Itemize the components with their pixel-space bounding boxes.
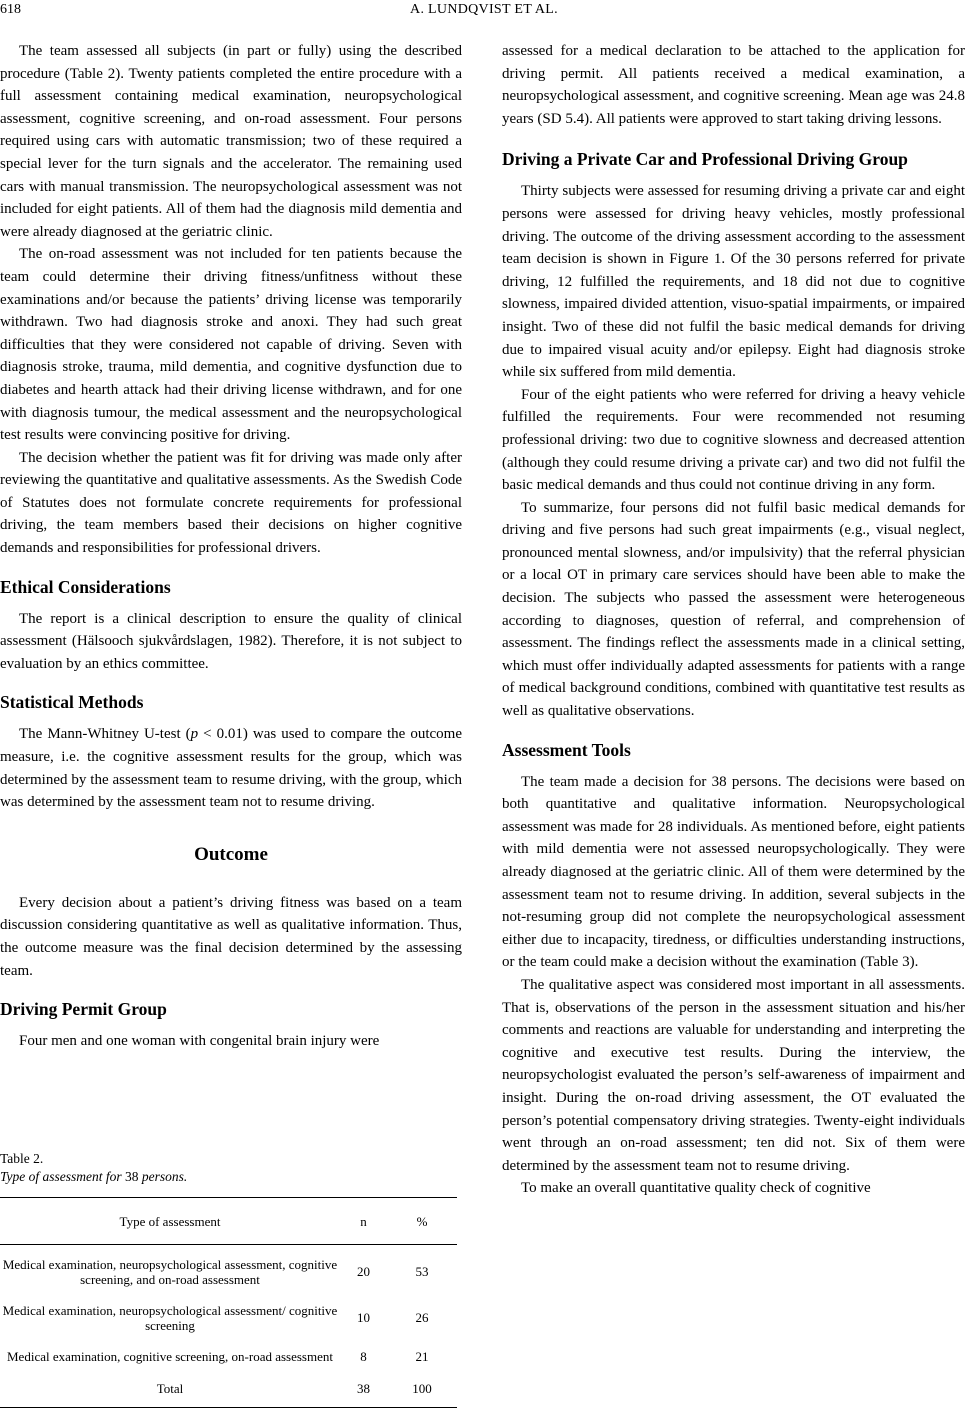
column-header: Type of assessment bbox=[0, 1198, 340, 1245]
section-heading-assessment-tools: Assessment Tools bbox=[502, 739, 631, 760]
body-paragraph: Four of the eight patients who were referred for driving a heavy vehicle fulfilled the requirements. Four were recommended not resuming professional driving: two due to cognitive slowness and decreased attention (although they could resume driving a private car) and two did not fulfil the basic medical demands and thus could not continue driving in any form. bbox=[502, 386, 965, 494]
table-cell: 38 bbox=[340, 1369, 387, 1407]
table-cell: 10 bbox=[357, 1310, 370, 1326]
table-cell: 8 bbox=[360, 1348, 367, 1364]
section-heading-outcome: Outcome bbox=[194, 843, 268, 865]
body-paragraph: The qualitative aspect was considered most important in all assessments. That is, observations of the person in the assessment situation and his/her comments and reactions are valuable for understanding and interpreting the cognitive and executive test results. During the interview, the neuropsychologist evaluated the person’s self-awareness of impairment and insight. During the on-road driving assessment, the OT evaluated the person’s potential compensatory driving strategies. Twenty-eight individuals went through an on-road assessment; ten did not. Six of them were determined by the assessment team not to resume driving. bbox=[502, 976, 965, 1174]
body-paragraph: assessed for a medical declaration to be attached to the application for driving permit. All patients received a medical examination, a neuropsychological assessment, and cognitive screening. Mean age was 24.8 years (SD 5.4). All patients were approved to start taking driving lessons. bbox=[502, 43, 965, 127]
table-caption bbox=[0, 1150, 462, 1185]
table-subtitle: Type of assessment for 38 persons. bbox=[0, 1168, 188, 1184]
table-cell: 53 bbox=[415, 1264, 429, 1280]
table-cell: 21 bbox=[415, 1348, 429, 1364]
running-head: A. LUNDQVIST ET AL. bbox=[410, 2, 558, 17]
table-row bbox=[0, 1339, 457, 1370]
text-run: The Mann-Whitney U-test ( bbox=[19, 726, 191, 743]
page-number: 618 bbox=[0, 2, 21, 17]
table-cell: Medical examination, cognitive screening, on-road assessment bbox=[7, 1348, 333, 1364]
section-heading-driving-permit: Driving Permit Group bbox=[0, 999, 167, 1020]
body-paragraph: Thirty subjects were assessed for resuming driving a private car and eight persons were assessed for driving heavy vehicles, mostly professional driving. The outcome of the driving assessment according to the assessment team decision is shown in Figure 1. Of the 30 persons referred for private driving, 12 fulfilled the requirements, and 18 did not due to cognitive slowness, impaired divided attention, visuo-spatial impairments, or impaired insight. Two of these did not fulfil the basic medical demands for driving due to impaired visual acuity and/or epilepsy. Eight had diagnosis stroke while six suffered from mild dementia. bbox=[502, 183, 965, 381]
body-paragraph: The on-road assessment was not included for ten patients because the team could determine their driving fitness/unfitness without these examinations and/or because the patients’ driving license was temporarily withdrawn. Two had diagnosis stroke and anoxi. They had such great difficulties that they were considered not capable of driving. Seven with diagnosis stroke, trauma, mild dementia, and cognitive dysfunction due to diabetes and hearth attack had their driving license withdrawn, and for one with diagnosis tumour, the medical assessment and the neuropsychological test results were convincing positive for driving. bbox=[0, 246, 462, 444]
table-cell: 26 bbox=[415, 1310, 429, 1326]
body-paragraph: Every decision about a patient’s driving fitness was based on a team discussion considering quantitative as well as qualitative information. Thus, the outcome measure was the final decision determined by the assessing team. bbox=[0, 894, 462, 979]
table-label: Table 2. bbox=[0, 1151, 44, 1166]
body-paragraph: To summarize, four persons did not fulfil basic medical demands for driving and five persons had such great impairments (e.g., visual neglect, pronounced mental slowness, and/or impulsivity) that the referral physician or a local OT in primary care services should have been able to make the decision. The subjects who passed the assessment were heterogeneous according to diagnoses, question of referral, and comprehension of assessment. The findings reflect the assessments made in a clinical setting, which must offer individually adapted assessments for patients with a range of medical background conditions, combined with quantitative test results as well as qualitative observations. bbox=[502, 499, 965, 720]
body-paragraph bbox=[0, 723, 462, 813]
table-row bbox=[0, 1293, 457, 1339]
assessment-table bbox=[0, 1197, 457, 1408]
section-heading-statistical: Statistical Methods bbox=[0, 692, 144, 713]
table-cell: Medical examination, neuropsychological assessment/ cognitive screening bbox=[2, 1302, 338, 1333]
table-row bbox=[0, 1244, 457, 1293]
section-heading-ethical: Ethical Considerations bbox=[0, 576, 171, 597]
left-column bbox=[0, 40, 462, 1053]
section-heading-private-car: Driving a Private Car and Professional Driving Group bbox=[502, 149, 908, 170]
body-paragraph: The team assessed all subjects (in part or fully) using the described procedure (Table 2). Twenty patients completed the entire procedure with a full assessment containing medical examination, neuropsychological assessment, cognitive screening, and on-road assessment. Four persons required using cars with automatic transmission; two of these required a special lever for the turn signals and the accelerator. The remaining used cars with manual transmission. The neuropsychological assessment was not included for eight patients. All of them had the diagnosis mild dementia and were already diagnosed at the geriatric clinic. bbox=[0, 43, 462, 240]
page-header bbox=[0, 0, 968, 22]
column-header: % bbox=[387, 1198, 457, 1245]
body-paragraph: The team made a decision for 38 persons. The decisions were based on both quantitative and qualitative information. Neuropsychological assessment was made for 28 individuals. As mentioned before, eight patients with mild dementia were not assessed neuropsychologically. They were already diagnosed at the geriatric clinic. All of them were determined by the assessment team not to resume driving. In addition, several subjects in the not-resuming group did not complete the neuropsychological assessment either due to incapacity, tiredness, or difficulties understanding instructions, or the team could make a decision without the examination (Table 3). bbox=[502, 773, 965, 971]
italic-p: p bbox=[190, 726, 199, 743]
body-paragraph: Four men and one woman with congenital brain injury were bbox=[19, 1033, 380, 1050]
body-paragraph: To make an overall quantitative quality check of cognitive bbox=[521, 1180, 871, 1197]
table-cell: 20 bbox=[357, 1264, 370, 1280]
table-cell: Medical examination, neuropsychological assessment, cognitive screening, and on-road assessment bbox=[2, 1256, 338, 1287]
body-paragraph: The report is a clinical description to ensure the quality of clinical assessment (Hälsooch sjukvårdslagen, 1982). Therefore, it is not subject to evaluation by an ethics committee. bbox=[0, 610, 462, 672]
body-paragraph: The decision whether the patient was fit for driving was made only after reviewing the quantitative and qualitative assessments. As the Swedish Code of Statutes does not formulate concrete requirements for professional driving, the team members based their decisions on higher cognitive demands and responsibilities for professional drivers. bbox=[0, 449, 462, 557]
right-column bbox=[502, 40, 965, 1200]
table-total-row bbox=[0, 1369, 457, 1407]
column-header: n bbox=[340, 1198, 387, 1245]
table-cell: 100 bbox=[387, 1369, 457, 1407]
table-header-row bbox=[0, 1198, 457, 1245]
text-run: < 0.01) was used to compare the outcome measure, i.e. the cognitive assessment results for the group, which was determined by the assessment team to resume driving, with the group, which was determined by the assessment team not to resume driving. bbox=[0, 726, 462, 811]
table-cell: Total bbox=[0, 1369, 340, 1407]
